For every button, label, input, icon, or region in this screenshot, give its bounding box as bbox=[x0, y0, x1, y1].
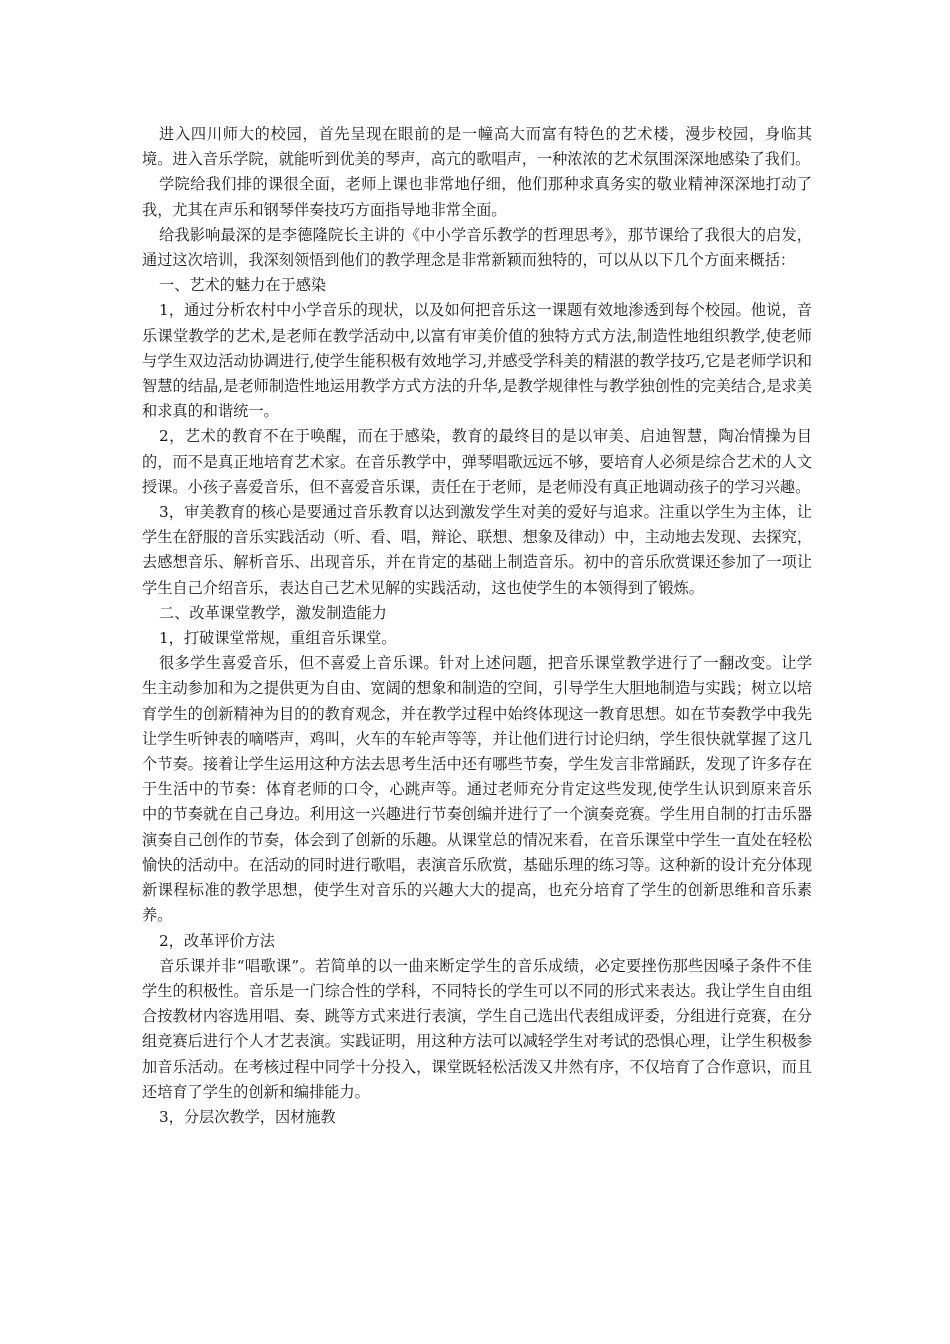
paragraph-point-1-2: 2，艺术的教育不在于唤醒，而在于感染，教育的最终目的是以审美、启迪智慧，陶冶情操为目的，而不是真正地培育艺术家。在音乐教学中，弹琴唱歌远远不够，要培育人必须是综合艺术的人文授课。小孩子喜爱音乐，但不喜爱音乐课，责任在于老师，是老师没有真正地调动孩子的学习兴趣。 bbox=[142, 427, 812, 496]
subheading-2-3: 3，分层次教学，因材施教 bbox=[159, 1107, 336, 1126]
paragraph-point-2-1: 很多学生喜爱音乐，但不喜爱上音乐课。针对上述问题，把音乐课堂教学进行了一翻改变。让学生主动参加和为之提供更为自由、宽阔的想象和制造的空间，引导学生大胆地制造与实践；树立以培育学生的创新精神为目的的教育观念，并在教学过程中始终体现这一教育思想。如在节奏教学中我先让学生听钟表的嘀嗒声，鸡叫，火车的车轮声等等，并让他们进行讨论归纳，学生很快就掌握了这几个节奏。接着让学生运用这种方法去思考生活中还有哪些节奏，学生发言非常踊跃，发现了许多存在于生活中的节奏：体育老师的口令，心跳声等。通过老师充分肯定这些发现,使学生认识到原来音乐中的节奏就在自己身边。利用这一兴趣进行节奏创编并进行了一个演奏竞赛。学生用自制的打击乐器演奏自己创作的节奏，体会到了创新的乐趣。从课堂总的情况来看，在音乐课堂中学生一直处在轻松愉快的活动中。在活动的同时进行歌唱，表演音乐欣赏，基础乐理的练习等。这种新的设计充分体现新课程标准的教学思想，使学生对音乐的兴趣大大的提高，也充分培育了学生的创新思维和音乐素养。 bbox=[142, 654, 812, 925]
section-heading-2: 二、改革课堂教学，激发制造能力 bbox=[159, 603, 387, 622]
section-heading-1: 一、艺术的魅力在于感染 bbox=[159, 276, 327, 295]
paragraph-courses: 学院给我们排的课很全面，老师上课也非常地仔细，他们那种求真务实的敬业精神深深地打动了我，尤其在声乐和钢琴伴奏技巧方面指导地非常全面。 bbox=[142, 175, 812, 219]
paragraph-intro-campus: 进入四川师大的校园，首先呈现在眼前的是一幢高大而富有特色的艺术楼，漫步校园，身临其境。进入音乐学院，就能听到优美的琴声，高亢的歌唱声，一种浓浓的艺术氛围深深地感染了我们。 bbox=[142, 125, 812, 169]
paragraph-point-1-3: 3，审美教育的核心是要通过音乐教育以达到激发学生对美的爱好与追求。注重以学生为主体，让学生在舒服的音乐实践活动（听、看、唱，辩论、联想、想象及律动）中，主动地去发现、去探究，去感想音乐、解析音乐、出现音乐，并在肯定的基础上制造音乐。初中的音乐欣赏课还参加了一项让学生自己介绍音乐，表达自己艺术见解的实践活动，这也使学生的本领得到了锻炼。 bbox=[142, 503, 812, 597]
paragraph-lecture: 给我影响最深的是李德隆院长主讲的《中小学音乐教学的哲理思考》，那节课给了我很大的启发，通过这次培训，我深刻领悟到他们的教学理念是非常新颖而独特的，可以从以下几个方面来概括： bbox=[142, 225, 812, 270]
subheading-2-1: 1，打破课堂常规，重组音乐课堂。 bbox=[159, 629, 397, 648]
subheading-2-2: 2，改革评价方法 bbox=[159, 931, 275, 950]
paragraph-point-1-1: 1，通过分析农村中小学音乐的现状，以及如何把音乐这一课题有效地渗透到每个校园。他说，音乐课堂教学的艺术,是老师在教学活动中,以富有审美价值的独特方式方法,制造性地组织教学,使老师与学生双边活动协调进行,使学生能积极有效地学习,并感受学科美的精湛的教学技巧,它是老师学识和智慧的结晶,是老师制造性地运用教学方式方法的升华,是教学规律性与教学独创性的完美结合,是求美和求真的和谐统一。 bbox=[142, 301, 812, 421]
paragraph-point-2-2: 音乐课并非“唱歌课”。若简单的以一曲来断定学生的音乐成绩，必定要挫伤那些因嗓子条件不佳学生的积极性。音乐是一门综合性的学科，不同特长的学生可以不同的形式来表达。我让学生自由组合按教材内容选用唱、奏、跳等方式来进行表演，学生自己选出代表组成评委，分组进行竞赛，在分组竞赛后进行个人才艺表演。实践证明，用这种方法可以减轻学生对考试的恐惧心理，让学生积极参加音乐活动。在考核过程中同学十分投入，课堂既轻松活泼又井然有序，不仅培育了合作意识，而且还培育了学生的创新和编排能力。 bbox=[142, 956, 812, 1101]
document-body bbox=[142, 122, 812, 1130]
